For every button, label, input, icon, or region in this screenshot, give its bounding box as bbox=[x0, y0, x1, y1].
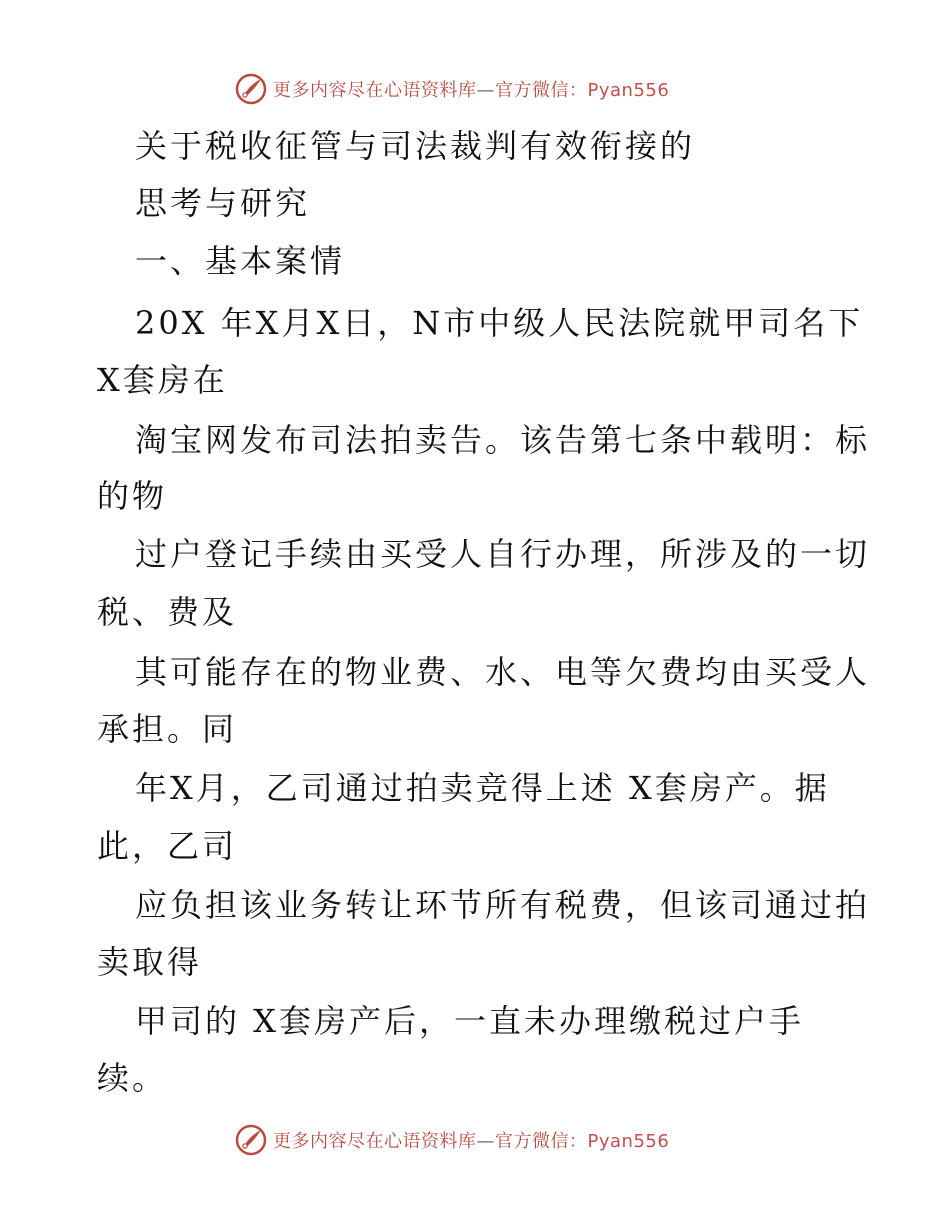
banner-text bbox=[273, 76, 669, 102]
paragraph-line: X套房在 bbox=[97, 361, 228, 399]
paragraph-line: 过户登记手续由买受人自行办理，所涉及的一切 bbox=[135, 535, 871, 573]
paragraph-line: 淘宝网发布司法拍卖告。该告第七条中载明：标 bbox=[135, 421, 871, 459]
paragraph-line: 卖取得 bbox=[97, 943, 203, 981]
banner-text bbox=[273, 1127, 669, 1153]
footer-banner bbox=[235, 1123, 669, 1157]
banner-contact-label: 官方微信： bbox=[495, 1131, 588, 1152]
paragraph-line: 续。 bbox=[97, 1059, 168, 1097]
banner-main-text: 更多内容尽在心语资料库 bbox=[273, 80, 477, 101]
paragraph-line: 年X月，乙司通过拍卖竞得上述 X套房产。据 bbox=[135, 769, 830, 807]
section-heading: 一、基本案情 bbox=[135, 242, 346, 280]
paragraph-line: 的物 bbox=[97, 477, 168, 515]
paragraph-line: 甲司的 X套房产后，一直未办理缴税过户手 bbox=[135, 1002, 804, 1040]
paragraph-line: 应负担该业务转让环节所有税费，但该司通过拍 bbox=[135, 886, 871, 924]
banner-handle: Pyan556 bbox=[587, 80, 670, 101]
paragraph-line: 税、费及 bbox=[97, 593, 238, 631]
feather-pen-logo-icon bbox=[235, 1124, 267, 1156]
document-title-line-2: 思考与研究 bbox=[135, 184, 311, 222]
banner-handle: Pyan556 bbox=[587, 1131, 670, 1152]
banner-dash: — bbox=[476, 1131, 495, 1152]
banner-contact-label: 官方微信： bbox=[495, 80, 588, 101]
paragraph-line: 其可能存在的物业费、水、电等欠费均由买受人 bbox=[135, 653, 871, 691]
paragraph-line: 承担。同 bbox=[97, 710, 238, 748]
paragraph-line: 20X 年X月X日，N市中级人民法院就甲司名下 bbox=[135, 304, 864, 342]
paragraph-line: 此，乙司 bbox=[97, 827, 238, 865]
document-title-line-1: 关于税收征管与司法裁判有效衔接的 bbox=[135, 127, 696, 165]
banner-main-text: 更多内容尽在心语资料库 bbox=[273, 1131, 477, 1152]
banner-dash: — bbox=[476, 80, 495, 101]
feather-pen-logo-icon bbox=[235, 73, 267, 105]
header-banner bbox=[235, 72, 669, 106]
